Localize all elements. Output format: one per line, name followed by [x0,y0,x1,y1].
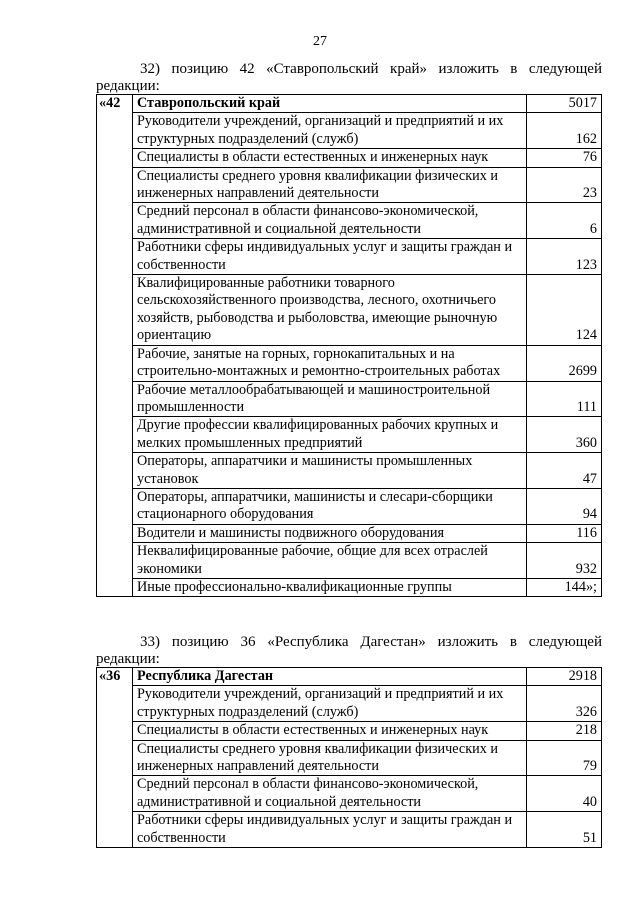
occupation-label: Специалисты в области естественных и инженерных наук [133,722,527,740]
occupation-label: Специалисты в области естественных и инженерных наук [133,149,527,167]
table-row [97,275,602,346]
intro-text: редакции: [96,651,160,667]
table-row [97,722,602,740]
page-number: 27 [313,34,327,49]
table-row [97,488,602,524]
occupation-label: Средний персонал в области финансово-экономической, административной и социальной деятельности [133,776,527,812]
occupation-value: 40 [527,776,602,812]
intro-text: редакции: [96,78,160,94]
region-total: 2918 [527,668,602,686]
table-row [97,524,602,542]
occupation-value: 326 [527,686,602,722]
section-32-intro [96,61,602,95]
table-row [97,417,602,453]
dagestan-table [96,667,602,848]
occupation-value: 162 [527,113,602,149]
intro-text: 33) позицию 36 «Республика Дагестан» изложить в следующей [140,634,602,650]
region-row [97,95,602,113]
occupation-value: 124 [527,275,602,346]
table-row [97,812,602,848]
table-row [97,578,602,596]
occupation-label: Неквалифицированные рабочие, общие для всех отраслей экономики [133,543,527,579]
intro-text: 32) позицию 42 «Ставропольский край» изложить в следующей [140,61,602,77]
occupation-label: Квалифицированные работники товарного сельскохозяйственного производства, лесного, охотничьего хозяйств, рыбоводства и рыболовства, имеющие рыночную ориентацию [133,275,527,346]
occupation-label: Специалисты среднего уровня квалификации физических и инженерных направлений деятельности [133,167,527,203]
occupation-value: 47 [527,453,602,489]
occupation-value: 218 [527,722,602,740]
occupation-label: Средний персонал в области финансово-экономической, административной и социальной деятельности [133,203,527,239]
occupation-label: Работники сферы индивидуальных услуг и защиты граждан и собственности [133,812,527,848]
position-code: «36 [97,668,133,848]
occupation-label: Руководители учреждений, организаций и предприятий и их структурных подразделений (служб) [133,113,527,149]
stavropol-table [96,94,602,597]
table-row [97,239,602,275]
occupation-label: Иные профессионально-квалификационные группы [133,578,527,596]
occupation-value: 932 [527,543,602,579]
occupation-value: 116 [527,524,602,542]
occupation-value: 360 [527,417,602,453]
occupation-value: 76 [527,149,602,167]
table-row [97,381,602,417]
occupation-label: Водители и машинисты подвижного оборудования [133,524,527,542]
occupation-value: 111 [527,381,602,417]
table-row [97,543,602,579]
occupation-label: Руководители учреждений, организаций и предприятий и их структурных подразделений (служб) [133,686,527,722]
occupation-label: Рабочие, занятые на горных, горнокапитальных и на строительно-монтажных и ремонтно-строительных работах [133,345,527,381]
occupation-value: 51 [527,812,602,848]
table-row [97,453,602,489]
occupation-label: Другие профессии квалифицированных рабочих крупных и мелких промышленных предприятий [133,417,527,453]
section-33-intro [96,634,602,668]
position-code: «42 [97,95,133,597]
table-row [97,167,602,203]
occupation-value: 6 [527,203,602,239]
occupation-label: Рабочие металлообрабатывающей и машиностроительной промышленности [133,381,527,417]
region-total: 5017 [527,95,602,113]
occupation-label: Операторы, аппаратчики, машинисты и слесари-сборщики стационарного оборудования [133,488,527,524]
table-row [97,686,602,722]
table-row [97,149,602,167]
table-row [97,113,602,149]
occupation-value: 79 [527,740,602,776]
table-row [97,740,602,776]
table-row [97,203,602,239]
region-name: Ставропольский край [133,95,527,113]
occupation-value: 23 [527,167,602,203]
region-row [97,668,602,686]
occupation-label: Работники сферы индивидуальных услуг и защиты граждан и собственности [133,239,527,275]
occupation-label: Операторы, аппаратчики и машинисты промышленных установок [133,453,527,489]
table-row [97,776,602,812]
occupation-value: 94 [527,488,602,524]
region-name: Республика Дагестан [133,668,527,686]
table-row [97,345,602,381]
occupation-value: 2699 [527,345,602,381]
occupation-value: 123 [527,239,602,275]
occupation-label: Специалисты среднего уровня квалификации физических и инженерных направлений деятельности [133,740,527,776]
occupation-value: 144»; [527,578,602,596]
